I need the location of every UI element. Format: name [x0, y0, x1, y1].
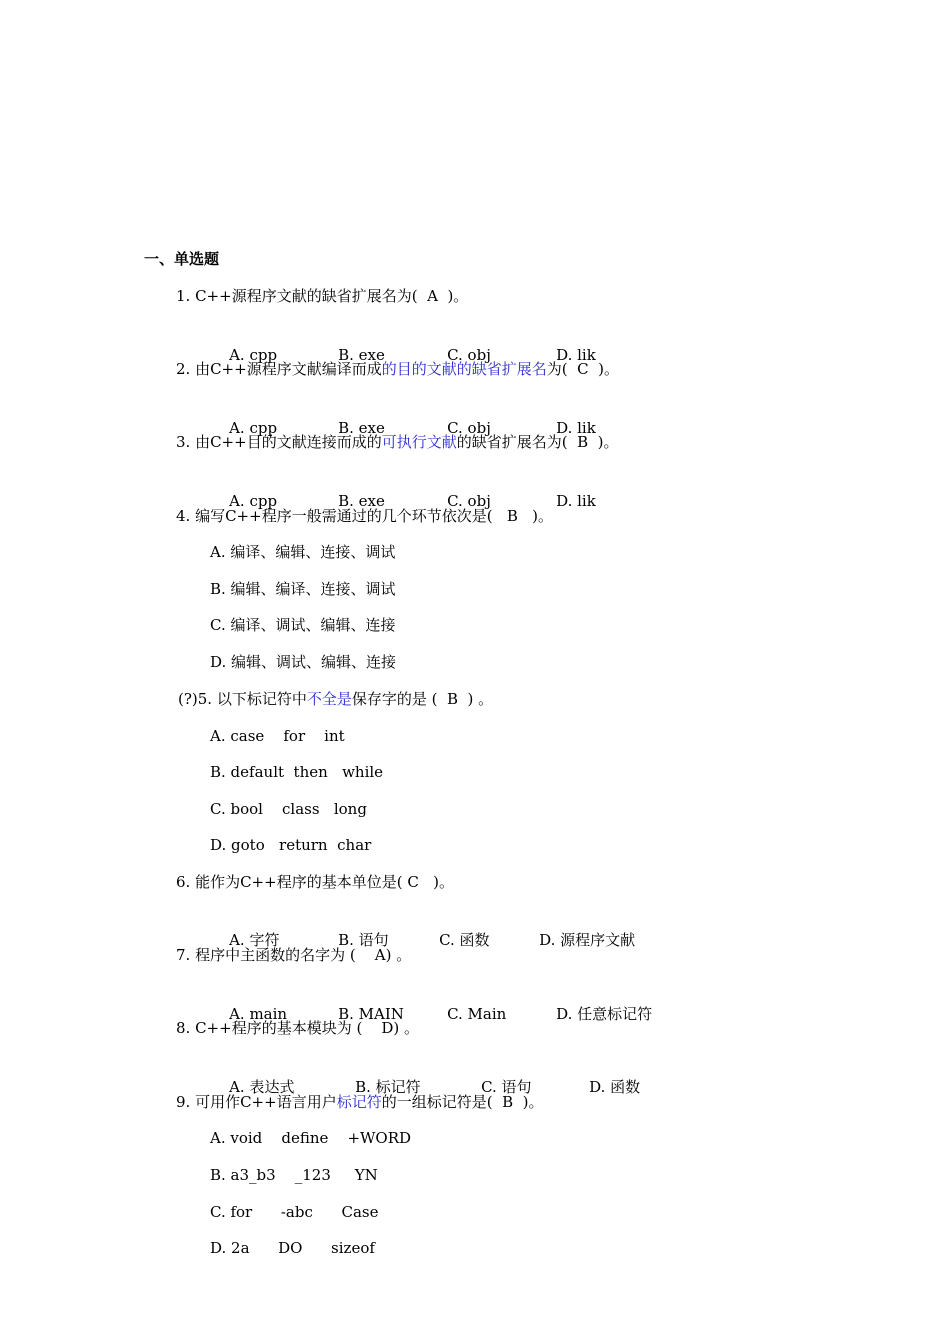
- q6-option-c: C. 函数: [439, 931, 490, 949]
- q5-option-b: B. default then while: [210, 763, 384, 781]
- question-5-highlight: 不全是: [306, 690, 352, 708]
- q8-option-d: D. 函数: [589, 1078, 641, 1096]
- question-7-text: 7. 程序中主函数的名字为 ( A) 。: [176, 946, 412, 964]
- question-9: [176, 1091, 544, 1113]
- q6-option-b: B. 语句: [338, 931, 389, 949]
- q1-option-d: D. lik: [556, 346, 596, 364]
- q4-option-a: A. 编译、编辑、连接、调试: [210, 543, 396, 561]
- q2-option-b: B. exe: [338, 419, 385, 437]
- q2-option-a: A. cpp: [229, 419, 278, 437]
- question-2: [176, 358, 619, 380]
- q7-option-c: C. Main: [447, 1005, 507, 1023]
- q6-option-a: A. 字符: [229, 931, 280, 949]
- q2-option-c: C. obj: [447, 419, 491, 437]
- q9-option-a: A. void define +WORD: [210, 1129, 412, 1147]
- q2-option-d: D. lik: [556, 419, 596, 437]
- question-4-text: 4. 编写C++程序一般需通过的几个环节依次是( B )。: [176, 507, 554, 525]
- q4-option-d: D. 编辑、调试、编辑、连接: [210, 653, 397, 671]
- q4-option-c: C. 编译、调试、编辑、连接: [210, 616, 396, 634]
- q8-option-c: C. 语句: [481, 1078, 532, 1096]
- question-3-text-post: 的缺省扩展名为( B )。: [456, 433, 619, 451]
- question-1-text: 1. C++源程序文献的缺省扩展名为( A )。: [176, 287, 469, 305]
- question-5: [178, 688, 493, 710]
- question-9-highlight: 标记符: [336, 1093, 382, 1111]
- question-4: [176, 505, 553, 527]
- question-2-text-pre: 2. 由C++源程序文献编译而成: [176, 360, 382, 378]
- question-9-text-pre: 9. 可用作C++语言用户: [176, 1093, 337, 1111]
- q1-option-a: A. cpp: [229, 346, 278, 364]
- question-8-text: 8. C++程序的基本模块为 ( D) 。: [176, 1019, 420, 1037]
- q8-option-b: B. 标记符: [355, 1078, 421, 1096]
- question-5-text-pre: (?)5. 以下标记符中: [178, 690, 307, 708]
- question-6-text: 6. 能作为C++程序的基本单位是( C )。: [176, 873, 454, 891]
- q1-option-b: B. exe: [338, 346, 385, 364]
- q4-option-b: B. 编辑、编译、连接、调试: [210, 580, 396, 598]
- q3-option-a: A. cpp: [229, 492, 278, 510]
- question-5-text-post: 保存字的是 ( B ) 。: [351, 690, 494, 708]
- q1-option-c: C. obj: [447, 346, 491, 364]
- q3-option-c: C. obj: [447, 492, 491, 510]
- q7-option-b: B. MAIN: [338, 1005, 404, 1023]
- question-9-text-post: 的一组标记符是( B )。: [381, 1093, 544, 1111]
- question-3-highlight: 可执行文献: [381, 433, 457, 451]
- q6-option-d: D. 源程序文献: [539, 931, 636, 949]
- question-2-highlight: 的目的文献的缺省扩展名: [381, 360, 547, 378]
- q9-option-c: C. for -abc Case: [210, 1203, 379, 1221]
- question-2-text-post: 为( C )。: [546, 360, 619, 378]
- q7-option-a: A. main: [229, 1005, 288, 1023]
- q5-option-d: D. goto return char: [210, 836, 372, 854]
- question-1: [176, 285, 468, 307]
- section-title: 一、单选题: [144, 250, 220, 268]
- q3-option-d: D. lik: [556, 492, 596, 510]
- q3-option-b: B. exe: [338, 492, 385, 510]
- q7-option-d: D. 任意标记符: [556, 1005, 653, 1023]
- q5-option-c: C. bool class long: [210, 800, 367, 818]
- q5-option-a: A. case for int: [210, 727, 345, 745]
- q9-option-d: D. 2a DO sizeof: [210, 1239, 375, 1257]
- q8-option-a: A. 表达式: [229, 1078, 295, 1096]
- question-8: [176, 1017, 419, 1039]
- question-3-text-pre: 3. 由C++目的文献连接而成的: [176, 433, 382, 451]
- question-3: [176, 431, 619, 453]
- q9-option-b: B. a3_b3 _123 YN: [210, 1166, 378, 1184]
- question-7: [176, 944, 411, 966]
- question-6: [176, 871, 454, 893]
